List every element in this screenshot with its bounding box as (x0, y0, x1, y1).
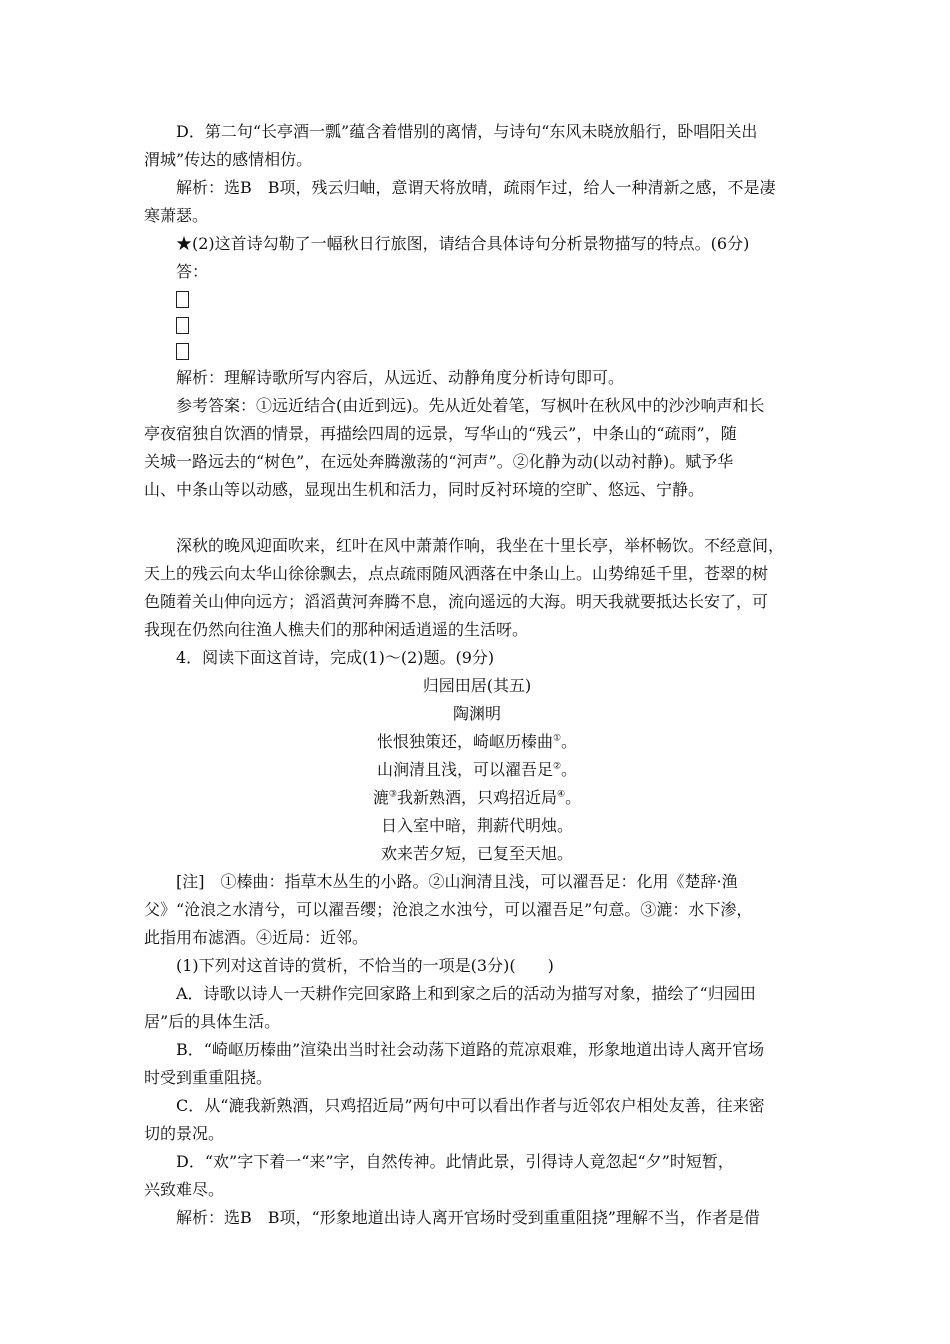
spacer (144, 504, 810, 532)
option-d2-line-1: D．“欢”字下着一“来”字，自然传神。此情此景，引得诗人竟忽起“夕”时短暂， (176, 1152, 734, 1171)
poem-line-3 (144, 784, 810, 812)
answer-label: 答： (176, 262, 209, 281)
translation-line-1: 深秋的晚风迎面吹来，红叶在风中萧萧作响，我坐在十里长亭，举杯畅饮。不经意间， (176, 536, 785, 555)
poem-line-1-text: 怅恨独策还，崎岖历榛曲 (376, 732, 553, 751)
answer-box-icon (176, 317, 189, 334)
poem-line-2 (144, 756, 810, 784)
reference-answer-line-4: 山、中条山等以动感，显现出生机和活力，同时反衬环境的空旷、悠远、宁静。 (144, 480, 705, 499)
question-4: 4．阅读下面这首诗，完成(1)～(2)题。(9分) (176, 648, 495, 667)
notes-line-1: [注] ①榛曲：指草木丛生的小路。②山涧清且浅，可以濯吾足：化用《楚辞·渔 (176, 872, 738, 891)
poem-title: 归园田居(其五) (422, 676, 532, 695)
footnote-mark: ① (552, 733, 562, 744)
poem-line-2-text: 山涧清且浅，可以濯吾足 (376, 760, 553, 779)
notes-line-2: 父》“沧浪之水清兮，可以濯吾缨；沧浪之水浊兮，可以濯吾足”句意。③漉：水下渗， (144, 900, 753, 919)
reference-answer-line-3: 关城一路远去的“树色”，在远处奔腾激荡的“河声”。②化静为动(以动衬静)。赋予华 (144, 452, 734, 471)
poem-line-4: 日入室中暗，荆薪代明烛。 (380, 816, 573, 835)
option-a-line-1: A．诗歌以诗人一天耕作完回家路上和到家之后的活动为描写对象，描绘了“归园田 (176, 984, 756, 1003)
poem-line-5: 欢来苦夕短，已复至天旭。 (380, 844, 573, 863)
option-d-line-2: 渭城”传达的感情相仿。 (144, 150, 313, 169)
translation-line-3: 色随着关山伸向远方；滔滔黄河奔腾不息，流向遥远的大海。明天我就要抵达长安了，可 (144, 592, 769, 611)
footnote-mark: ④ (557, 789, 566, 800)
poem-line-1-end: 。 (561, 732, 578, 751)
translation-line-2: 天上的残云向太华山徐徐飘去，点点疏雨随风洒落在中条山上。山势绵延千里，苍翠的树 (144, 564, 769, 583)
answer-box-row (144, 338, 810, 364)
option-d2-line-2: 兴致难尽。 (144, 1180, 225, 1199)
answer-box-icon (176, 291, 189, 308)
poem-line-2-end: 。 (561, 760, 578, 779)
analysis-2: 解析：理解诗歌所写内容后，从远近、动静角度分析诗句即可。 (176, 368, 625, 387)
option-d-line-1: D．第二句“长亭酒一瓢”蕴含着惜别的离情，与诗句“东风未晓放船行，卧唱阳关出 (176, 122, 758, 141)
document-page (144, 118, 810, 1232)
translation-line-4: 我现在仍然向往渔人樵夫们的那种闲适逍遥的生活呀。 (144, 620, 529, 639)
option-c-line-1: C．从“漉我新熟酒，只鸡招近局”两句中可以看出作者与近邻农户相处友善，往来密 (176, 1096, 765, 1115)
reference-answer-line-2: 亭夜宿独自饮酒的情景，再描绘四周的远景，写华山的“残云”，中条山的“疏雨”，随 (144, 424, 737, 443)
poem-line-3-start: 漉 (372, 788, 389, 807)
answer-box-row (144, 286, 810, 312)
option-b-line-1: B．“崎岖历榛曲”渲染出当时社会动荡下道路的荒凉艰难，形象地道出诗人离开官场 (176, 1040, 765, 1059)
notes-line-3: 此指用布滤酒。④近局：近邻。 (144, 928, 369, 947)
poem-line-3-text: 我新熟酒，只鸡招近局 (396, 788, 557, 807)
analysis-1-line-2: 寒萧瑟。 (144, 206, 209, 225)
option-b-line-2: 时受到重重阻挠。 (144, 1068, 273, 1087)
footnote-mark: ③ (388, 789, 397, 800)
answer-box-icon (176, 343, 189, 360)
analysis-3: 解析：选B B项，“形象地道出诗人离开官场时受到重重阻挠”理解不当，作者是借 (176, 1208, 760, 1227)
footnote-mark: ② (552, 761, 562, 772)
analysis-1-line-1: 解析：选B B项，残云归岫，意谓天将放晴，疏雨乍过，给人一种清新之感，不是凄 (176, 178, 776, 197)
answer-box-row (144, 312, 810, 338)
question-2: ★(2)这首诗勾勒了一幅秋日行旅图，请结合具体诗句分析景物描写的特点。(6分) (176, 234, 750, 253)
poem-author: 陶渊明 (452, 704, 501, 723)
question-4-1: (1)下列对这首诗的赏析，不恰当的一项是(3分)( ) (176, 956, 554, 975)
reference-answer-line-1: 参考答案：①远近结合(由近到远)。先从近处着笔，写枫叶在秋风中的沙沙响声和长 (176, 396, 765, 415)
poem-line-3-end: 。 (565, 788, 582, 807)
poem-line-1 (144, 728, 810, 756)
option-c-line-2: 切的景况。 (144, 1124, 225, 1143)
option-a-line-2: 居”后的具体生活。 (144, 1012, 281, 1031)
